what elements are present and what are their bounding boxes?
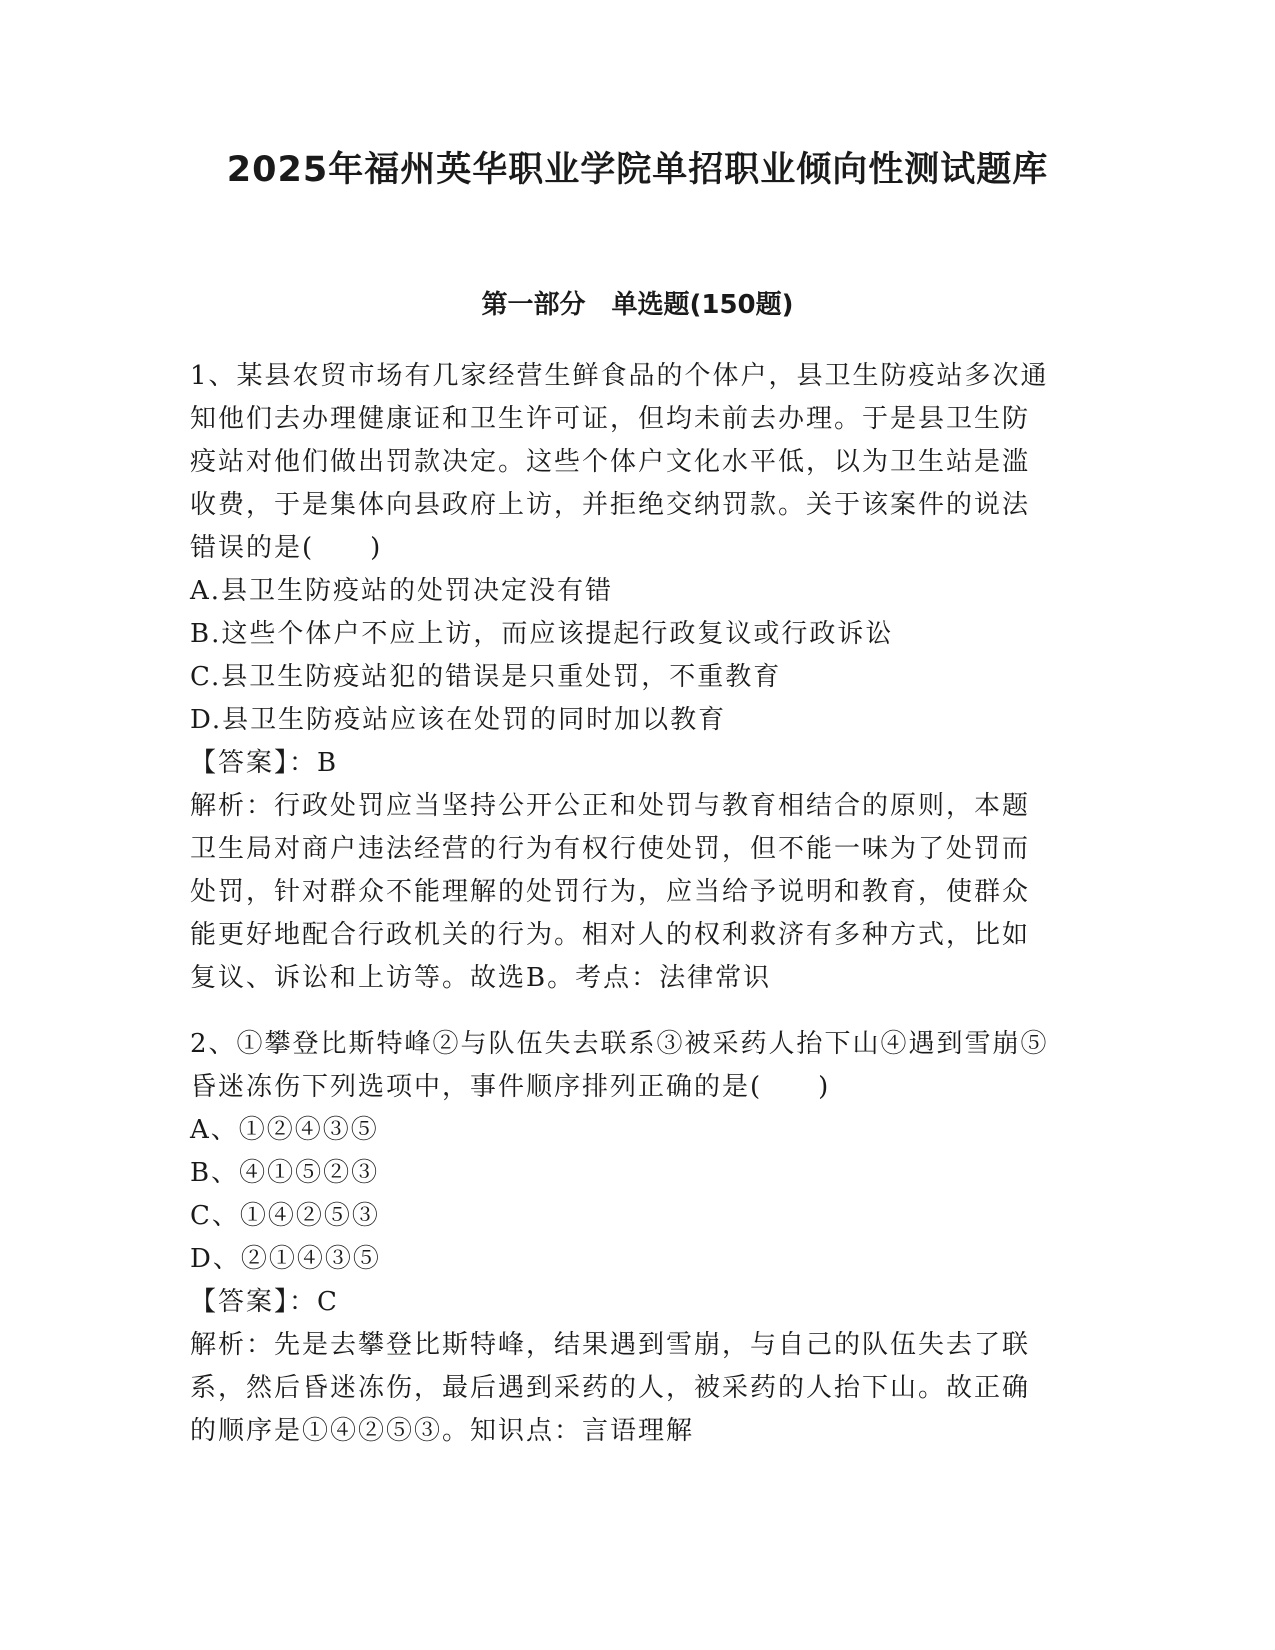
- analysis-line: 的顺序是①④②⑤③。知识点：言语理解: [190, 1416, 695, 1446]
- answer: 【答案】：B: [190, 748, 339, 778]
- option-list: [190, 570, 1085, 742]
- analysis-line: 卫生局对商户违法经营的行为有权行使处罚，但不能一味为了处罚而: [190, 834, 1031, 864]
- option-b: B、④①⑤②③: [190, 1158, 380, 1188]
- stem-line: 收费，于是集体向县政府上访，并拒绝交纳罚款。关于该案件的说法: [190, 490, 1031, 520]
- answer: 【答案】：C: [190, 1287, 339, 1317]
- option-d: D、②①④③⑤: [190, 1244, 381, 1274]
- option-b: B.这些个体户不应上访，而应该提起行政复议或行政诉讼: [190, 619, 894, 649]
- stem-line: 疫站对他们做出罚款决定。这些个体户文化水平低，以为卫生站是滥: [190, 447, 1031, 477]
- question-list: [190, 355, 1085, 1476]
- page-title: 2025年福州英华职业学院单招职业倾向性测试题库: [226, 150, 1049, 190]
- analysis-line: 解析：先是去攀登比斯特峰，结果遇到雪崩，与自己的队伍失去了联: [190, 1330, 1031, 1360]
- question-stem: [190, 355, 1085, 570]
- analysis: [190, 785, 1085, 1000]
- question-stem: [190, 1023, 1085, 1109]
- analysis-line: 复议、诉讼和上访等。故选B。考点：法律常识: [190, 963, 772, 993]
- option-d: D.县卫生防疫站应该在处罚的同时加以教育: [190, 705, 727, 735]
- question-1: [190, 355, 1085, 1000]
- analysis-line: 处罚，针对群众不能理解的处罚行为，应当给予说明和教育，使群众: [190, 877, 1031, 907]
- question-2: [190, 1023, 1085, 1453]
- stem-line: 2、①攀登比斯特峰②与队伍失去联系③被采药人抬下山④遇到雪崩⑤: [190, 1029, 1049, 1059]
- stem-line: 1、某县农贸市场有几家经营生鲜食品的个体户，县卫生防疫站多次通: [190, 361, 1049, 391]
- option-c: C.县卫生防疫站犯的错误是只重处罚，不重教育: [190, 662, 782, 692]
- stem-line: 知他们去办理健康证和卫生许可证，但均未前去办理。于是县卫生防: [190, 404, 1031, 434]
- analysis: [190, 1324, 1085, 1453]
- stem-line: 错误的是( ): [190, 533, 383, 563]
- stem-line: 昏迷冻伤下列选项中，事件顺序排列正确的是( ): [190, 1072, 831, 1102]
- option-a: A.县卫生防疫站的处罚决定没有错: [190, 576, 614, 606]
- analysis-line: 解析：行政处罚应当坚持公开公正和处罚与教育相结合的原则，本题: [190, 791, 1031, 821]
- section-title: 第一部分 单选题(150题): [481, 290, 794, 320]
- option-list: [190, 1109, 1085, 1281]
- analysis-line: 能更好地配合行政机关的行为。相对人的权利救济有多种方式，比如: [190, 920, 1031, 950]
- option-c: C、①④②⑤③: [190, 1201, 380, 1231]
- option-a: A、①②④③⑤: [190, 1115, 379, 1145]
- analysis-line: 系，然后昏迷冻伤，最后遇到采药的人，被采药的人抬下山。故正确: [190, 1373, 1031, 1403]
